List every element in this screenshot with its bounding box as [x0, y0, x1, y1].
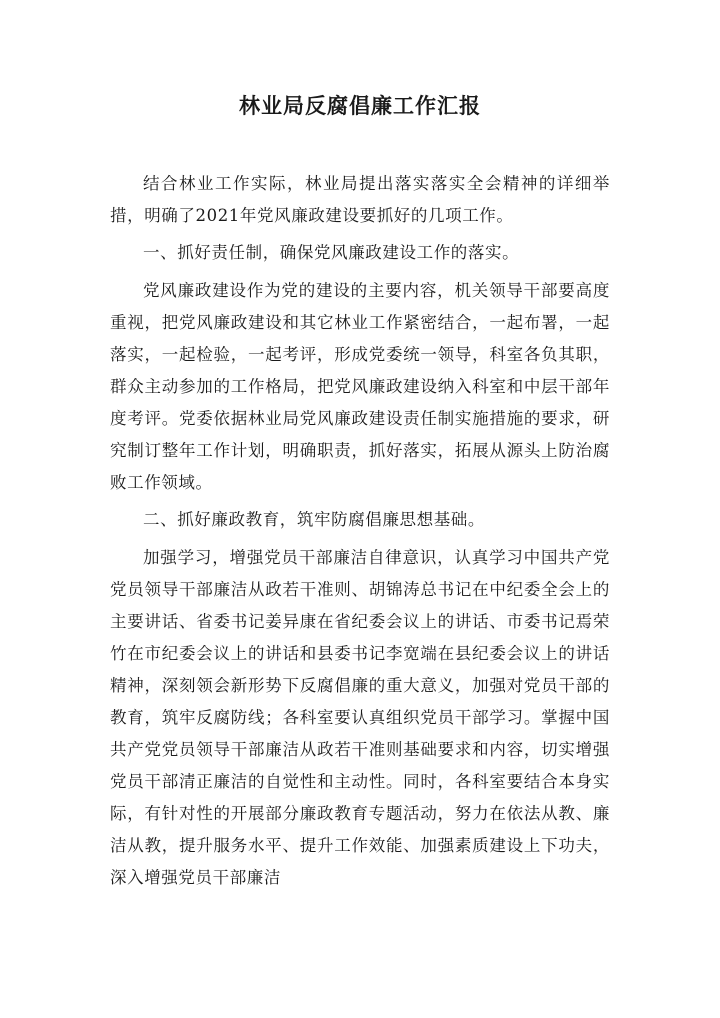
paragraph-section-2: 加强学习，增强党员干部廉洁自律意识，认真学习中国共产党党员领导干部廉洁从政若干准则、胡锦涛总书记在中纪委全会上的主要讲话、省委书记姜异康在省纪委会议上的讲话、市委书记焉荣竹在市纪委会议上的讲话和县委书记李宽端在县纪委会议上的讲话精神，深刻领会新形势下反腐倡廉的重大意义，加强对党员干部的教育，筑牢反腐防线；各科室要认真组织党员干部学习。掌握中国共产党党员领导干部廉洁从政若干准则基础要求和内容，切实增强党员干部清正廉洁的自觉性和主动性。同时，各科室要结合本身实际，有针对性的开展部分廉政教育专题活动，努力在依法从教、廉洁从教，提升服务水平、提升工作效能、加强素质建设上下功夫，深入增强党员干部廉洁 [110, 548, 610, 887]
section-heading-1: 一、抓好责任制，确保党风廉政建设工作的落实。 [143, 243, 520, 262]
section-heading-2: 二、抓好廉政教育，筑牢防腐倡廉思想基础。 [143, 510, 485, 529]
paragraph-intro: 结合林业工作实际，林业局提出落实落实全会精神的详细举措，明确了2021年党风廉政建设要抓好的几项工作。 [110, 174, 610, 225]
document-title: 林业局反腐倡廉工作汇报 [239, 93, 481, 118]
paragraph-section-1: 党风廉政建设作为党的建设的主要内容，机关领导干部要高度重视，把党风廉政建设和其它林业工作紧密结合，一起布署，一起落实，一起检验，一起考评，形成党委统一领导，科室各负其职，群众主动参加的工作格局，把党风廉政建设纳入科室和中层干部年度考评。党委依据林业局党风廉政建设责任制实施措施的要求，研究制订整年工作计划，明确职责，抓好落实，拓展从源头上防治腐败工作领域。 [110, 281, 610, 492]
